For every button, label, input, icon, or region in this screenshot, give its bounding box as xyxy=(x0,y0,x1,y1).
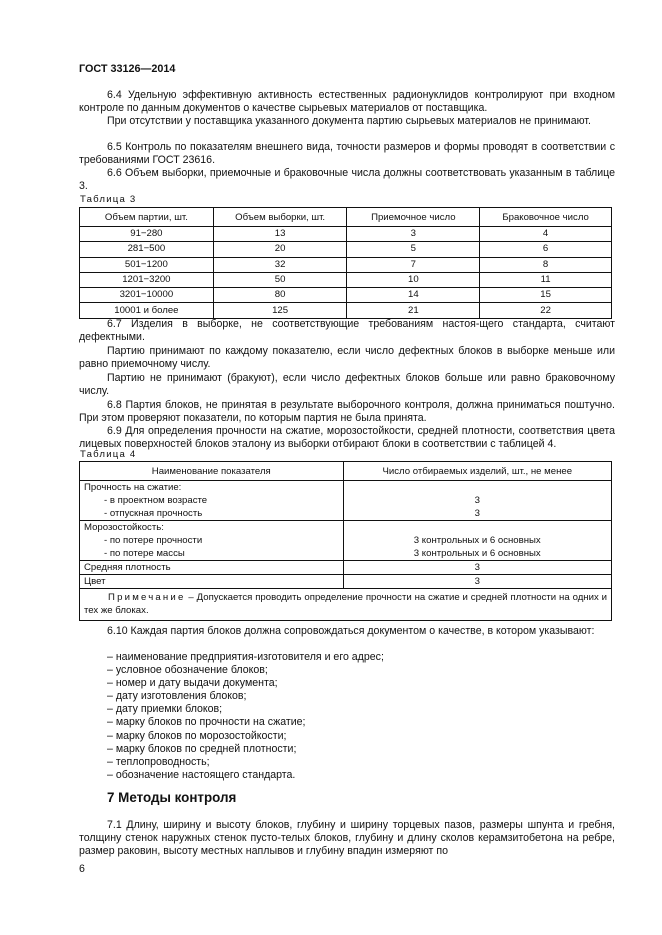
table-cell: 3 xyxy=(347,227,480,242)
list-item: – наименование предприятия-изготовителя и его адрес; xyxy=(107,651,384,663)
requirements-list xyxy=(107,651,384,782)
paragraph-7-1: 7.1 Длину, ширину и высоту блоков, глубину и ширину торцевых пазов, размеры шпунта и гребня, толщину стенок наружных стенок пусто-телых блоков, глубину и длину сколов керамзитобетона на ребре, размер раковин, высоту местных наплывов и глубину впадин измеряют по xyxy=(79,819,615,858)
table-note xyxy=(80,589,612,621)
note-text: – Допускается проводить определение прочности на сжатие и средней плотности на одних и тех же блоках. xyxy=(84,592,607,616)
paragraph-6-7: 6.7 Изделия в выборке, не соответствующие требованиям настоя-щего стандарта, считают дефектными. xyxy=(79,318,615,344)
table3-caption: Таблица 3 xyxy=(80,194,137,205)
table-row xyxy=(80,242,612,257)
indicator-value: 3 xyxy=(474,508,480,519)
indicator-value: 3 xyxy=(343,561,611,575)
paragraph-6-7-c: Партию не принимают (бракуют), если число дефектных блоков больше или равно браковочному числу. xyxy=(79,372,615,398)
table-cell xyxy=(343,521,611,561)
table-row xyxy=(80,257,612,272)
table-cell xyxy=(80,521,344,561)
list-item: – обозначение настоящего стандарта. xyxy=(107,768,296,781)
paragraph-6-10: 6.10 Каждая партия блоков должна сопровождаться документом о качестве, в котором указывают: xyxy=(107,625,595,637)
paragraph-6-8: 6.8 Партия блоков, не принятая в результате выборочного контроля, должна приниматься поштучно. При этом проверяют показатели, по которым партия не была принята. xyxy=(79,399,615,425)
indicator-name: Цвет xyxy=(80,575,344,589)
table-cell: 32 xyxy=(213,257,347,272)
paragraph-6-9: 6.9 Для определения прочности на сжатие, морозостойкости, средней плотности, соответствия цвета лицевых поверхностей блоков эталону из выборки отбирают блоки в соответствии с таблицей 4. xyxy=(79,425,615,451)
table-cell: 7 xyxy=(347,257,480,272)
indicator-value: 3 контрольных и 6 основных xyxy=(413,535,541,546)
indicator-name: Средняя плотность xyxy=(80,561,344,575)
table-row xyxy=(80,303,612,318)
table-row xyxy=(80,272,612,287)
indicator-name: - по потере прочности xyxy=(104,535,203,546)
list-item: – дату изготовления блоков; xyxy=(107,690,247,703)
column-header: Объем партии, шт. xyxy=(80,208,214,227)
table-cell: 5 xyxy=(347,242,480,257)
table-cell: 6 xyxy=(480,242,612,257)
list-item: – марку блоков по морозостойкости; xyxy=(107,729,287,742)
table-row xyxy=(80,481,612,521)
table-3 xyxy=(79,207,612,319)
list-item: – номер и дату выдачи документа; xyxy=(107,677,278,690)
table-cell: 3201−10000 xyxy=(80,288,214,303)
table-header-row xyxy=(80,462,612,481)
table-cell: 21 xyxy=(347,303,480,318)
table-cell: 91−280 xyxy=(80,227,214,242)
list-item: – марку блоков по средней плотности; xyxy=(107,742,297,755)
table-cell: 281−500 xyxy=(80,242,214,257)
table-row xyxy=(80,288,612,303)
indicator-name: - отпускная прочность xyxy=(104,508,203,519)
table-cell: 1201−3200 xyxy=(80,272,214,287)
table-note-row xyxy=(80,589,612,621)
table-cell: 22 xyxy=(480,303,612,318)
paragraph-6-4: 6.4 Удельную эффективную активность естественных радионуклидов контролируют при входном контроле по данным документов о качестве сырьевых материалов от поставщика. xyxy=(79,89,615,115)
indicator-name: - в проектном возрасте xyxy=(104,495,208,506)
note-label: Примечание xyxy=(108,592,186,603)
document-code: ГОСТ 33126—2014 xyxy=(79,63,176,75)
group-title: Морозостойкость: xyxy=(84,522,164,533)
table-cell: 4 xyxy=(480,227,612,242)
paragraph-6-5: 6.5 Контроль по показателям внешнего вида, точности размеров и формы проводят в соответствии с требованиями ГОСТ 23616. xyxy=(79,141,615,167)
paragraph-6-7-b: Партию принимают по каждому показателю, если число дефектных блоков в выборке меньше или равно приемочному числу. xyxy=(79,345,615,371)
column-header: Число отбираемых изделий, шт., не менее xyxy=(343,462,611,481)
column-header: Наименование показателя xyxy=(80,462,344,481)
table-cell: 10001 и более xyxy=(80,303,214,318)
column-header: Приемочное число xyxy=(347,208,480,227)
table-cell: 125 xyxy=(213,303,347,318)
table-row xyxy=(80,521,612,561)
list-item: – марку блоков по прочности на сжатие; xyxy=(107,716,306,729)
indicator-value: 3 xyxy=(343,575,611,589)
table-cell: 20 xyxy=(213,242,347,257)
group-title: Прочность на сжатие: xyxy=(84,482,182,493)
section-heading: 7 Методы контроля xyxy=(107,790,237,805)
table-cell: 501−1200 xyxy=(80,257,214,272)
table-cell xyxy=(343,481,611,521)
table-row xyxy=(80,561,612,575)
indicator-value: 3 контрольных и 6 основных xyxy=(413,548,541,559)
table-row xyxy=(80,227,612,242)
table-cell: 50 xyxy=(213,272,347,287)
paragraph-6-4-b: При отсутствии у поставщика указанного документа партию сырьевых материалов не принимают. xyxy=(107,115,591,127)
table-header-row xyxy=(80,208,612,227)
table-cell: 8 xyxy=(480,257,612,272)
indicator-value: 3 xyxy=(474,495,480,506)
table-cell: 80 xyxy=(213,288,347,303)
table-cell: 10 xyxy=(347,272,480,287)
column-header: Браковочное число xyxy=(480,208,612,227)
column-header: Объем выборки, шт. xyxy=(213,208,347,227)
table-cell: 13 xyxy=(213,227,347,242)
table-cell xyxy=(80,481,344,521)
table-4 xyxy=(79,461,612,621)
list-item: – теплопроводность; xyxy=(107,755,210,768)
list-item: – дату приемки блоков; xyxy=(107,703,223,716)
table-cell: 14 xyxy=(347,288,480,303)
table4-caption: Таблица 4 xyxy=(80,449,137,460)
table-cell: 15 xyxy=(480,288,612,303)
table-cell: 11 xyxy=(480,272,612,287)
indicator-name: - по потере массы xyxy=(104,548,185,559)
page-number: 6 xyxy=(79,863,85,875)
table-row xyxy=(80,575,612,589)
list-item: – условное обозначение блоков; xyxy=(107,664,268,677)
paragraph-6-6: 6.6 Объем выборки, приемочные и браковочные числа должны соответствовать указанным в таблице 3. xyxy=(79,167,615,193)
